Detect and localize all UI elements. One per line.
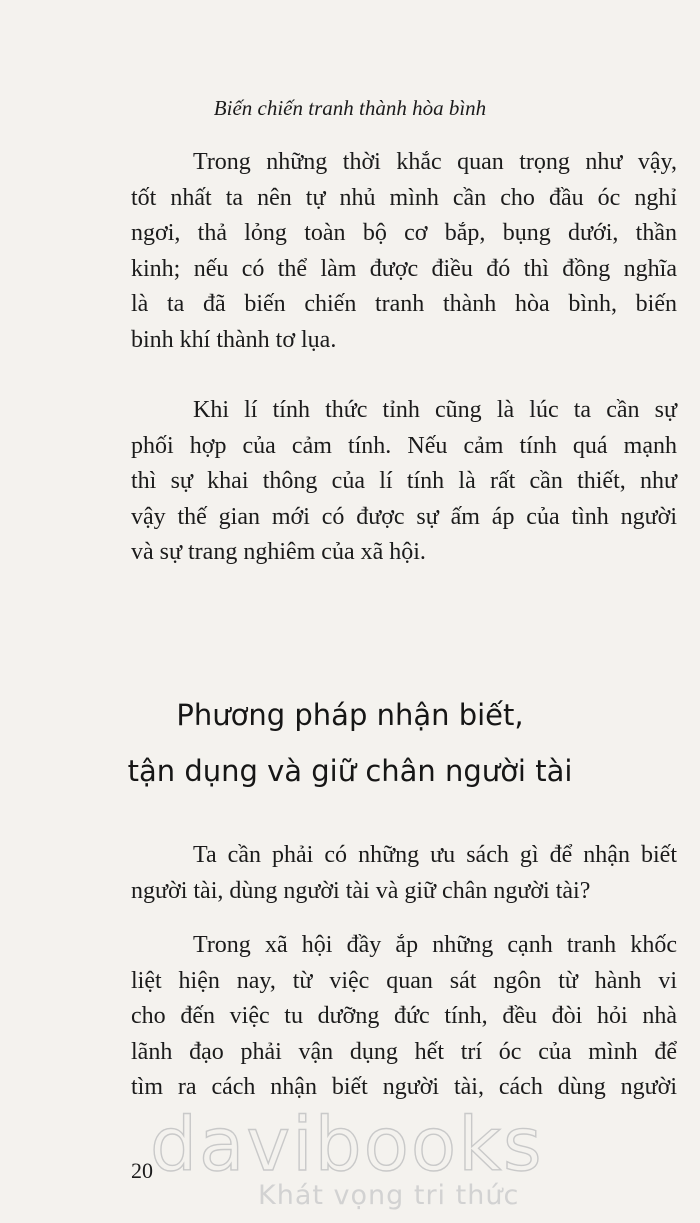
section-subheading: Biến chiến tranh thành hòa bình <box>213 96 487 120</box>
paragraph-3 <box>131 838 677 909</box>
paragraph-line: ngơi, thả lỏng toàn bộ cơ bắp, bụng dưới, thần <box>131 220 677 246</box>
paragraph-line: cho đến việc tu dưỡng đức tính, đều đòi hỏi nhà <box>131 1003 677 1029</box>
paragraph-line: binh khí thành tơ lụa. <box>131 326 337 353</box>
paragraph-line: là ta đã biến chiến tranh thành hòa bình, biến <box>131 291 677 317</box>
section-title-line: tận dụng và giữ chân người tài <box>127 754 573 788</box>
watermark-logo: davibooks <box>150 1102 544 1188</box>
paragraph-line: tìm ra cách nhận biết người tài, cách dùng người <box>131 1074 677 1100</box>
paragraph-line: tốt nhất ta nên tự nhủ mình cần cho đầu óc nghỉ <box>131 184 677 211</box>
paragraph-2 <box>131 393 677 571</box>
paragraph-line: lãnh đạo phải vận dụng hết trí óc của mình để <box>131 1038 677 1065</box>
paragraph-line: Trong xã hội đầy ắp những cạnh tranh khốc <box>193 932 677 958</box>
watermark-tagline: Khát vọng tri thức <box>258 1180 520 1211</box>
page-number: 20 <box>131 1158 153 1183</box>
paragraph-1 <box>131 145 677 358</box>
paragraph-line: và sự trang nghiêm của xã hội. <box>131 539 426 565</box>
section-title <box>0 687 700 799</box>
paragraph-line: Trong những thời khắc quan trọng như vậy, <box>193 149 677 175</box>
paragraph-line: liệt hiện nay, từ việc quan sát ngôn từ hành vi <box>131 967 677 994</box>
paragraph-line: vậy thế gian mới có được sự ấm áp của tình người <box>131 503 677 530</box>
paragraph-line: kinh; nếu có thể làm được điều đó thì đồng nghĩa <box>131 255 677 282</box>
section-title-line: Phương pháp nhận biết, <box>176 698 524 732</box>
paragraph-4 <box>131 928 677 1106</box>
paragraph-line: Ta cần phải có những ưu sách gì để nhận biết <box>193 842 677 868</box>
paragraph-line: Khi lí tính thức tỉnh cũng là lúc ta cần sự <box>193 397 677 423</box>
paragraph-line: thì sự khai thông của lí tính là rất cần thiết, như <box>131 468 677 494</box>
paragraph-line: người tài, dùng người tài và giữ chân người tài? <box>131 877 591 904</box>
paragraph-line: phối hợp của cảm tính. Nếu cảm tính quá mạnh <box>131 432 677 459</box>
